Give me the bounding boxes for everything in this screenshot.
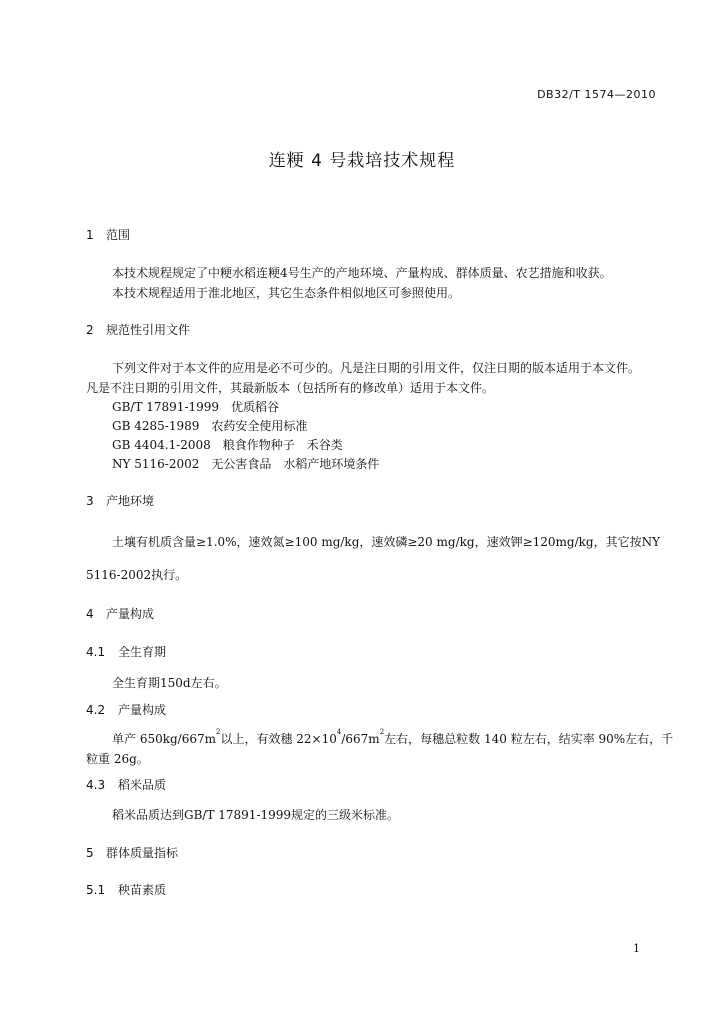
section-title: 产量构成 — [106, 607, 155, 621]
reference-item: GB 4285-1989 农药安全使用标准 — [112, 419, 308, 433]
section-number: 4 — [86, 607, 94, 621]
section-title: 产地环境 — [106, 494, 155, 508]
standard-code: DB32/T 1574—2010 — [537, 88, 656, 101]
section-title: 规范性引用文件 — [106, 323, 191, 337]
section-title: 范围 — [106, 228, 131, 242]
text-run: 单产 650kg/667m — [112, 732, 216, 746]
section-number: 1 — [86, 228, 94, 242]
subsection-number: 4.2 — [86, 703, 106, 717]
superscript: 2 — [379, 728, 385, 736]
paragraph: 5116-2002执行。 — [86, 568, 188, 582]
paragraph: 粒重 26g。 — [86, 752, 149, 766]
paragraph: 本技术规程规定了中粳水稻连粳4号生产的产地环境、产量构成、群体质量、农艺措施和收获。 — [112, 266, 612, 280]
subsection-number: 4.3 — [86, 778, 106, 792]
section-5-heading — [86, 844, 178, 861]
section-3-heading — [86, 492, 154, 509]
subsection-title: 产量构成 — [118, 703, 167, 717]
section-1-heading — [86, 226, 130, 243]
superscript: 2 — [216, 728, 221, 736]
subsection-title: 稻米品质 — [118, 778, 167, 792]
subsection-4-1-heading — [86, 643, 166, 660]
section-number: 5 — [86, 846, 94, 860]
subsection-4-2-heading — [86, 701, 166, 718]
section-number: 2 — [86, 323, 94, 337]
reference-item: NY 5116-2002 无公害食品 水稻产地环境条件 — [112, 457, 380, 471]
section-title: 群体质量指标 — [106, 846, 179, 860]
section-2-heading — [86, 321, 190, 338]
section-number: 3 — [86, 494, 94, 508]
paragraph: 下列文件对于本文件的应用是必不可少的。凡是注日期的引用文件，仅注日期的版本适用于本文件。 — [112, 361, 641, 375]
text-run: /667m — [341, 732, 380, 746]
paragraph — [112, 730, 673, 747]
reference-item: GB 4404.1-2008 粮食作物种子 禾谷类 — [112, 438, 343, 452]
superscript: 4 — [336, 728, 342, 736]
section-4-heading — [86, 605, 154, 622]
document-title: 连粳 4 号栽培技术规程 — [268, 151, 456, 171]
paragraph: 本技术规程适用于淮北地区，其它生态条件相似地区可参照使用。 — [112, 286, 461, 300]
subsection-number: 4.1 — [86, 645, 106, 659]
subsection-4-3-heading — [86, 776, 166, 793]
subsection-title: 秧苗素质 — [118, 883, 167, 897]
paragraph: 稻米品质达到GB/T 17891-1999规定的三级米标准。 — [112, 808, 400, 822]
reference-item: GB/T 17891-1999 优质稻谷 — [112, 400, 280, 414]
paragraph: 凡是不注日期的引用文件，其最新版本（包括所有的修改单）适用于本文件。 — [86, 381, 495, 395]
subsection-title: 全生育期 — [118, 645, 167, 659]
paragraph: 全生育期150d左右。 — [112, 676, 227, 690]
paragraph: 土壤有机质含量≥1.0%，速效氮≥100 mg/kg，速效磷≥20 mg/kg，速效钾≥120mg/kg，其它按NY — [112, 535, 661, 549]
text-run: 以上，有效穗 22×10 — [220, 732, 337, 746]
text-run: 左右，每穗总粒数 140 粒左右，结实率 90%左右，千 — [384, 732, 674, 746]
subsection-5-1-heading — [86, 881, 166, 898]
subsection-number: 5.1 — [86, 883, 106, 897]
page-number: 1 — [633, 942, 640, 955]
